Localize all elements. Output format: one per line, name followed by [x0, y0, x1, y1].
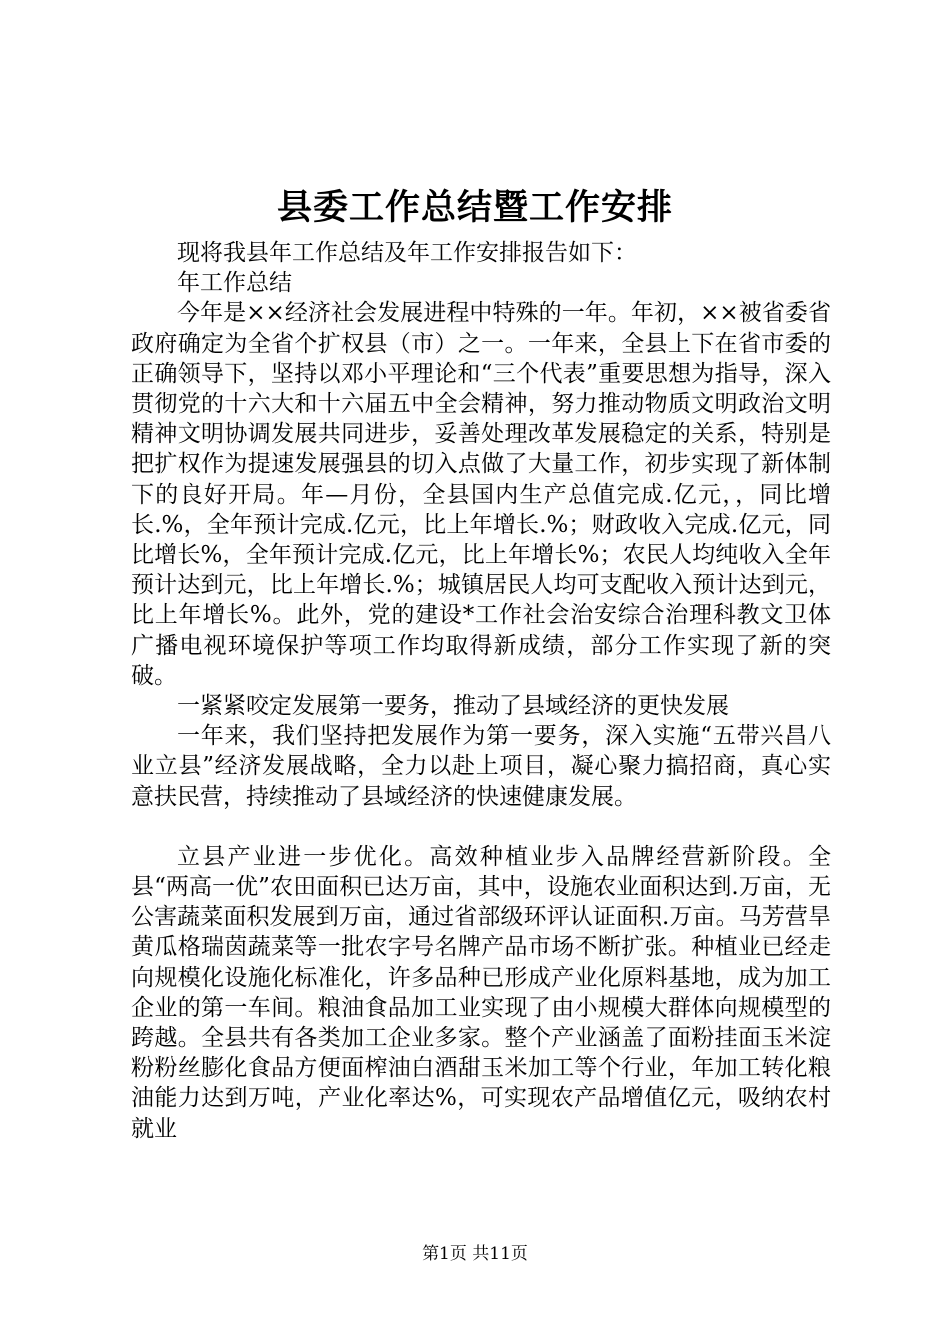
section-heading: 年工作总结: [177, 270, 292, 297]
development-paragraph: 一年来，我们坚持把发展作为第一要务，深入实施“五带兴昌八业立县”经济发展战略，全力以赴上项目，凝心聚力搞招商，真心实意扶民营，持续推动了县域经济的快速健康发展。: [131, 723, 831, 810]
intro-paragraph: 现将我县年工作总结及年工作安排报告如下：: [177, 240, 637, 266]
document-body: [131, 238, 831, 1144]
page-footer: 第1页 共11页: [422, 1244, 528, 1264]
subsection-heading: 一紧紧咬定发展第一要务，推动了县域经济的更快发展: [177, 693, 729, 720]
summary-paragraph: 今年是××经济社会发展进程中特殊的一年。年初，××被省委省政府确定为全省个扩权县（市）之一。一年来，全县上下在省市委的正确领导下，坚持以邓小平理论和“三个代表”重要思想为指导，深入贯彻党的十六大和十六届五中全会精神，努力推动物质文明政治文明精神文明协调发展共同进步，妥善处理改革发展稳定的关系，特别是把扩权作为提速发展强县的切入点做了大量工作，初步实现了新体制下的良好开局。年—月份，全县国内生产总值完成.亿元，，同比增长.%，全年预计完成.亿元，比上年增长.%；财政收入完成.亿元，同比增长%，全年预计完成.亿元，比上年增长%；农民人均纯收入全年预计达到元，比上年增长.%；城镇居民人均可支配收入预计达到元，比上年增长%。此外，党的建设*工作社会治安综合治理科教文卫体广播电视环境保护等项工作均取得新成绩，部分工作实现了新的突破。: [131, 300, 831, 689]
industry-paragraph: 立县产业进一步优化。高效种植业步入品牌经营新阶段。全县“两高一优”农田面积已达万亩，其中，设施农业面积达到.万亩，无公害蔬菜面积发展到万亩，通过省部级环评认证面积.万亩。马芳营旱黄瓜格瑞茵蔬菜等一批农字号名牌产品市场不断扩张。种植业已经走向规模化设施化标准化，许多品种已形成产业化原料基地，成为加工企业的第一车间。粮油食品加工业实现了由小规模大群体向规模型的跨越。全县共有各类加工企业多家。整个产业涵盖了面粉挂面玉米淀粉粉丝膨化食品方便面榨油白酒甜玉米加工等个行业，年加工转化粮油能力达到万吨，产业化率达%，可实现农产品增值亿元，吸纳农村就业: [131, 843, 831, 1142]
document-title: 县委工作总结暨工作安排: [276, 187, 673, 228]
